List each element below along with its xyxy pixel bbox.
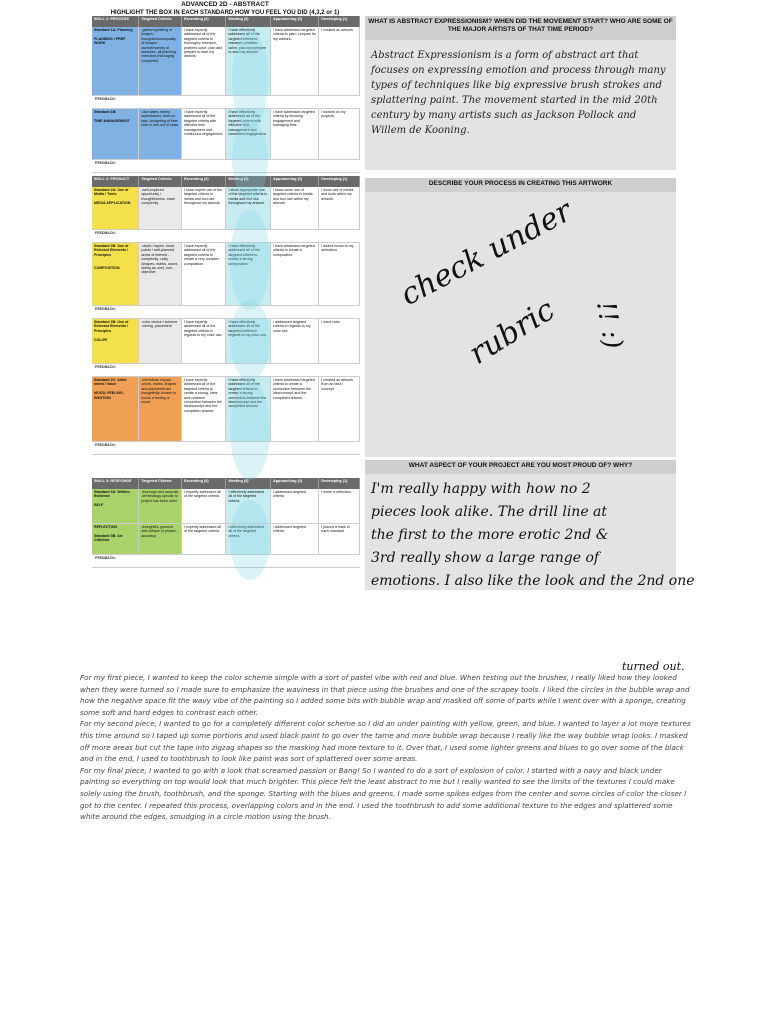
table-row: Standard 3A: Written Evidence SELF -thorough and accurate -terminology specific to project has been used I expertly addressed all of the targeted criteria. I effectively addressed all of the targeted criteria. I addressed targeted criteria. I wrote a reflection. [92, 489, 360, 524]
answer-1-panel [365, 40, 676, 170]
essay-paragraph: For my final piece, I wanted to go with a look that screamed passion or Bang! So I wanted to do a sort of explosion of color. I started with a navy and black under painting so everything on top would look that much brighter. This piece felt the least abstract to me but I really wanted to see the limits of the textures I could make solely using the brush, toothbrush, and the sponge. Starting with the blues and greens, I made some spikes edges from the center and some circles of color the closer I got to the center. I repeated this process, overlapping colors and in the end. I used the toothbrush to add some additional texture to the edges and splattered some white around the edges, smudging in a circle motion using the brush. [80, 765, 687, 822]
feedback-label: FEEDBACK: [92, 160, 360, 173]
table-row: Standard 2B: Use of Relevant Elements / Principles COMPOSITION -depth / layers -focal points / well-planned areas of interest -complexity -unity (shapes, marks, colors acting as one) -non-objective I have expertly addressed all of the targeted criteria to create a very complex composition. I have effectively addressed all of the targeted criteria to create a strong composition. I have addressed targeted criteria to create a composition. I added music to my animation. [92, 243, 360, 306]
answer-3-overflow: turned out. [622, 660, 685, 673]
essay-paragraph: For my second piece, I wanted to go for a completely different color scheme so I did an under painting with yellow, green, and blue. I wanted to layer a lot more textures this time around so I taped up some portions and used black paint to go over the tame and more bubble wrap because I really like the way bubble wrap looks. I masked off more areas but cut the tape into zigzag shapes so the masking had more texture to it. Over that, I used some lighter greens and blues to go over some of the black and in the end, I used to toothbrush to look like paint was sort of splattered over some areas. [80, 719, 691, 764]
skill1-header: SKILL 1: PROCESS Targeted Criteria Exceeding (4) Meeting (3) Approaching (2) Developing (1) [92, 16, 360, 27]
answer-2-panel [365, 192, 676, 457]
question-3: WHAT ASPECT OF YOUR PROJECT ARE YOU MOST PROUD OF? WHY? [365, 460, 676, 474]
table-row: Standard 2B: Use of Relevant Elements / Principles COLOR -color choice / scheme -mixing -placement I have expertly addressed all of the targeted criteria in regards to my color use. I have effectively addressed all of the targeted criteria in regards to my color use. I addressed targeted criteria in regards to my color use. I used color. [92, 319, 360, 364]
table-row: Standard 2A: Use of Media / Tools MEDIA APPLICATION -well-explored opportunity / thoughtfulness -mark complexity I show expert use of the targeted criteria in media and tool use throughout my artwork. I show appropriate use of the targeted criteria in media and tool use throughout my artwork. I show some use of targeted criteria in media and tool use within my artwork. I show use of media and tools within my artwork. [92, 187, 360, 230]
table-row: REFLECTION Standard 3B: Art Criticism -thoughtful, genuine self-critique of project. -accuracy I expertly addressed all of the targeted criteria. I effectively addressed all of the targeted criteria. I addressed targeted criteria. I placed a mark in each standard. [92, 524, 360, 555]
answer-1: Abstract Expressionism is a form of abstract art that focuses on expressing emotion and process through many types of techniques like big expressive brush strokes and splattering paint. The movement started in the mid 20th century by many artists such as Jackson Pollock and Willem de Kooning. [371, 50, 666, 136]
skill3-header: SKILL 3: RESPONSE Targeted Criteria Exceeding (4) Meeting (3) Approaching (2) Developing (1) [92, 478, 360, 489]
feedback-label: FEEDBACK: [92, 230, 360, 243]
feedback-label: FEEDBACK: [92, 306, 360, 319]
question-2: DESCRIBE YOUR PROCESS IN CREATING THIS ARTWORK [365, 178, 676, 192]
answer-2-line1: check under [395, 193, 578, 313]
table-row: Standard 1A: Planning PLANNING / PREP WORK -gathering/taking of images -thoughtfulness/quality of images -number/variety of sketches -all planning exercises thoroughly completed I have expertly addressed all of the targeted criteria to thoroughly research, problem-solve, plan and prepare to start my artwork. I have effectively addressed all of the targeted criteria to research, problem-solve, plan and prepare to start my artwork. I have addressed targeted criteria to plan / prepare for my artwork. I created an artwork. [92, 27, 360, 96]
feedback-label: FEEDBACK: [92, 96, 360, 109]
feedback-label: FEEDBACK: [92, 555, 360, 568]
rubric-title: ADVANCED 2D - ABSTRACT [181, 1, 269, 8]
table-row: Standard 2C: Artist Intent / Voice MOOD, FEELING, EMOTION -immediate impact -colors, marks, shapes and placement are thoughtfully chosen to evoke a feeling or mood I have expertly addressed all of the targeted criteria to create a strong, clear and cohesive connection between the idea/concept and the completed artwork. I have effectively addressed all of the targeted criteria to create a strong connection between the idea/concept and the completed artwork. I have addressed targeted criteria to create a connection between the idea/concept and the completed artwork. I created an artwork from an idea / concept. [92, 377, 360, 442]
rubric-subtitle: HIGHLIGHT THE BOX IN EACH STANDARD HOW YOU FEEL YOU DID (4,3,2 or 1) [110, 10, 340, 16]
smiley-face: !! :) [590, 298, 628, 352]
answer-3-panel [365, 474, 695, 590]
skill2-header: SKILL 2: PRODUCT Targeted Criteria Exceeding (4) Meeting (3) Approaching (2) Developing (1) [92, 176, 360, 187]
feedback-label: FEEDBACK: [92, 364, 360, 377]
answer-3: I'm really happy with how no 2 pieces look alike. The drill line at the first to the more erotic 2nd & 3rd really show a large range of emotions. I also like the look and the 2nd one [371, 481, 695, 589]
highlight-strokes [210, 20, 290, 590]
feedback-label: FEEDBACK: [92, 442, 360, 455]
question-1: WHAT IS ABSTRACT EXPRESSIONISM? WHEN DID THE MOVEMENT START? WHO ARE SOME OF THE MAJOR ARTISTS OF THAT TIME PERIOD? [365, 16, 676, 40]
answer-2-line2: rubric [463, 292, 561, 372]
table-row: Standard 1B: TIME MANAGEMENT -due dates -timely submissions -time-on-task -budgeting of time both in and out of class I have expertly addressed all of the targeted criteria with effective time management and continuous engagement. I have effectively addressed all of the targeted criteria with effective time management and consistent engagement. I have addressed targeted criteria by showing engagement and managing time. I worked on my projects. [92, 109, 360, 160]
process-essay [80, 672, 692, 823]
essay-paragraph: For my first piece, I wanted to keep the color scheme simple with a sort of pastel vibe with red and blue. When testing out the brushes, I really liked how they looked when they were turned so I made sure to emphasize the waviness in that piece using the brushes and one of the scrapey tools. I liked the circles in the bubble wrap and how the negative space fit the wavy vibe of the painting so I added some bits with bubble wrap and masked off some of parts while I went over with a sponge, creating some soft and hard edges to contrast each other. [80, 673, 690, 717]
